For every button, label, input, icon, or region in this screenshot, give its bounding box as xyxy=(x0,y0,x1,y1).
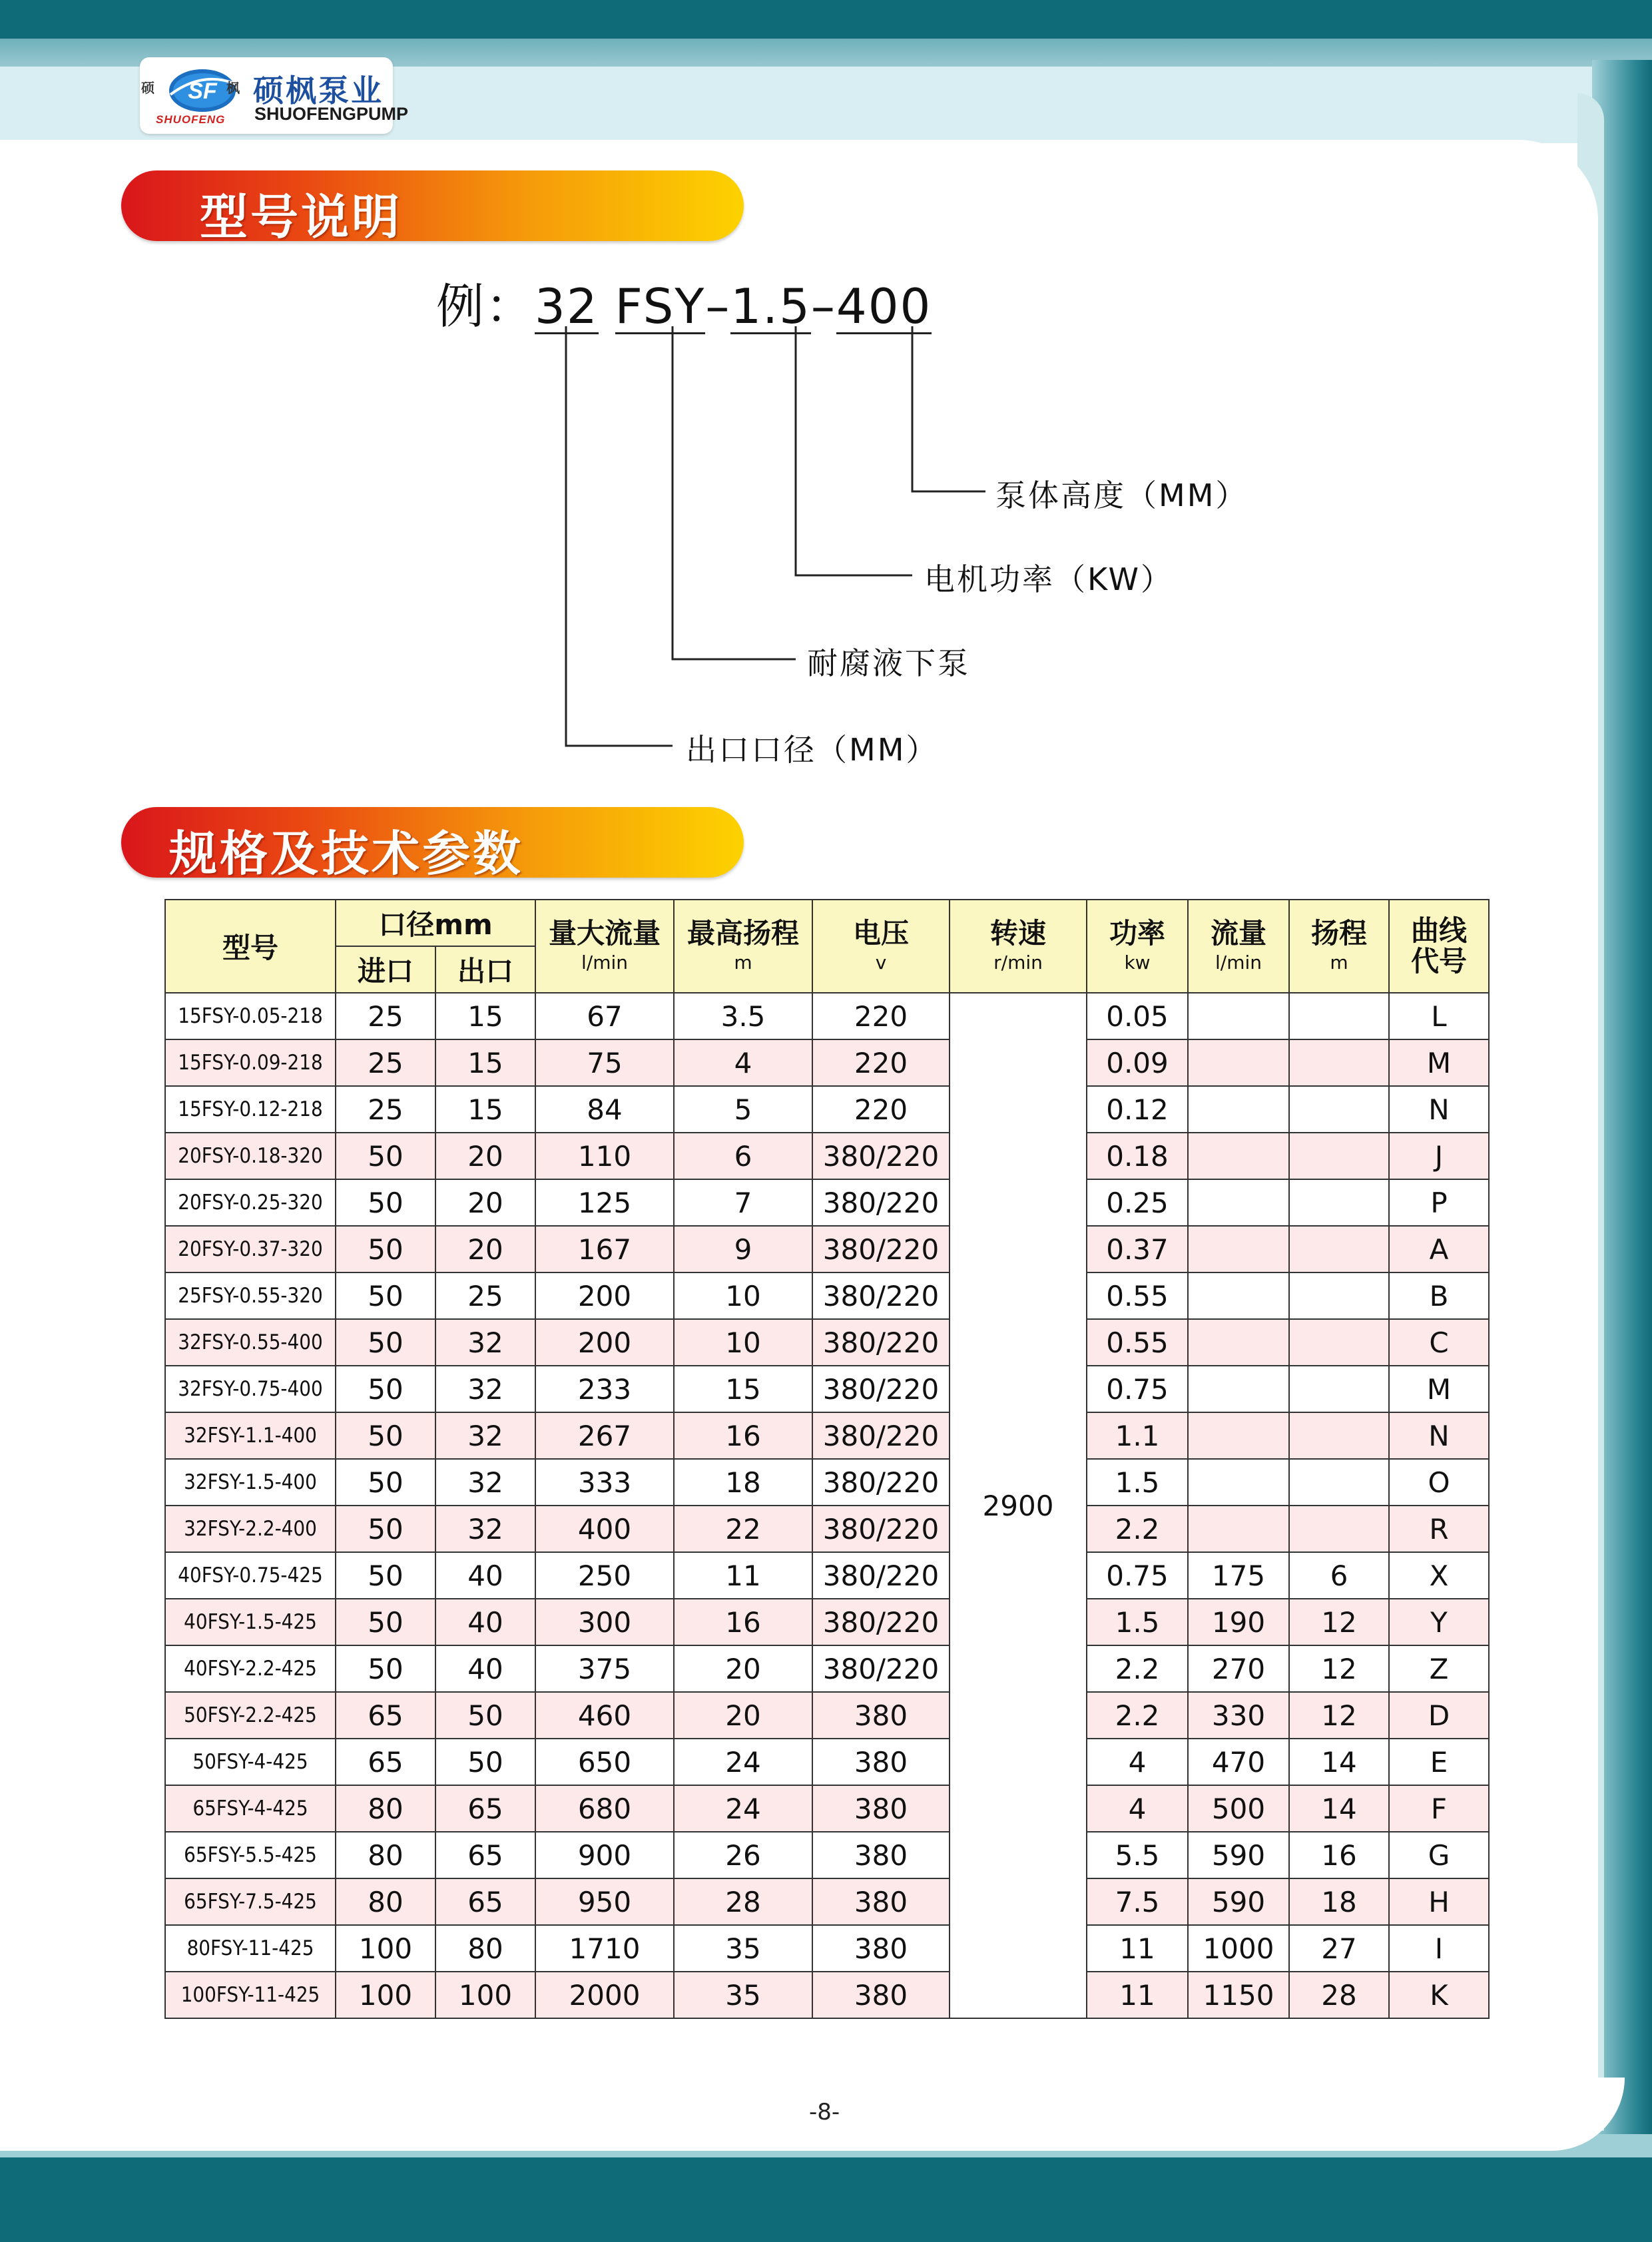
explain-power: 电机功率（KW） xyxy=(924,561,1174,597)
cell-max-head: 24 xyxy=(674,1785,812,1832)
cell-voltage: 380/220 xyxy=(812,1366,950,1412)
cell-inlet: 25 xyxy=(336,1039,435,1086)
cell-flow xyxy=(1188,1366,1289,1412)
example-part-power: 1.5 xyxy=(730,278,811,334)
cell-flow: 470 xyxy=(1188,1739,1289,1785)
table-row xyxy=(165,1366,1489,1412)
example-prefix: 例： xyxy=(436,278,535,334)
cell-flow xyxy=(1188,1226,1289,1272)
cell-max-head: 24 xyxy=(674,1739,812,1785)
cell-head xyxy=(1289,1272,1389,1319)
logo-side-char-right: 枫 xyxy=(226,80,240,96)
cell-flow: 270 xyxy=(1188,1645,1289,1692)
cell-voltage: 380 xyxy=(812,1692,950,1739)
cell-head xyxy=(1289,1506,1389,1552)
header-caliber: 口径mm xyxy=(336,900,535,946)
cell-power: 1.1 xyxy=(1087,1412,1188,1459)
cell-model: 65FSY-7.5-425 xyxy=(165,1878,336,1925)
cell-speed: 2900 xyxy=(950,993,1087,2018)
cell-max-flow: 167 xyxy=(535,1226,674,1272)
cell-max-flow: 300 xyxy=(535,1599,674,1645)
cell-curve: H xyxy=(1389,1878,1489,1925)
cell-power: 11 xyxy=(1087,1972,1188,2018)
cell-voltage: 380/220 xyxy=(812,1552,950,1599)
cell-inlet: 50 xyxy=(336,1366,435,1412)
table-row xyxy=(165,1925,1489,1972)
cell-voltage: 220 xyxy=(812,1039,950,1086)
cell-inlet: 80 xyxy=(336,1878,435,1925)
cell-max-flow: 200 xyxy=(535,1319,674,1366)
cell-max-flow: 460 xyxy=(535,1692,674,1739)
cell-power: 0.55 xyxy=(1087,1272,1188,1319)
header-label: 流量 xyxy=(1210,917,1266,950)
cell-head: 12 xyxy=(1289,1692,1389,1739)
cell-model: 20FSY-0.18-320 xyxy=(165,1133,336,1179)
cell-curve: G xyxy=(1389,1832,1489,1878)
cell-inlet: 50 xyxy=(336,1552,435,1599)
cell-power: 11 xyxy=(1087,1925,1188,1972)
header-speed xyxy=(950,900,1087,993)
cell-max-head: 6 xyxy=(674,1133,812,1179)
cell-curve: E xyxy=(1389,1739,1489,1785)
header-label: 最高扬程 xyxy=(687,917,799,950)
cell-outlet: 32 xyxy=(435,1319,535,1366)
cell-flow xyxy=(1188,1319,1289,1366)
cell-inlet: 65 xyxy=(336,1739,435,1785)
cell-inlet: 50 xyxy=(336,1226,435,1272)
cell-max-head: 35 xyxy=(674,1972,812,2018)
cell-max-head: 3.5 xyxy=(674,993,812,1039)
cell-voltage: 220 xyxy=(812,1086,950,1133)
cell-head xyxy=(1289,1459,1389,1506)
cell-max-flow: 75 xyxy=(535,1039,674,1086)
leader-height xyxy=(912,326,985,491)
cell-max-head: 15 xyxy=(674,1366,812,1412)
cell-inlet: 50 xyxy=(336,1506,435,1552)
cell-flow: 590 xyxy=(1188,1832,1289,1878)
cell-max-head: 4 xyxy=(674,1039,812,1086)
cell-model: 32FSY-1.5-400 xyxy=(165,1459,336,1506)
table-row xyxy=(165,1226,1489,1272)
cell-inlet: 50 xyxy=(336,1133,435,1179)
cell-curve: N xyxy=(1389,1086,1489,1133)
explain-outlet: 出口口径（MM） xyxy=(686,732,939,768)
table-row xyxy=(165,1972,1489,2018)
cell-model: 50FSY-2.2-425 xyxy=(165,1692,336,1739)
cell-power: 0.09 xyxy=(1087,1039,1188,1086)
cell-max-head: 35 xyxy=(674,1925,812,1972)
cell-flow: 330 xyxy=(1188,1692,1289,1739)
cell-head: 16 xyxy=(1289,1832,1389,1878)
example-part-outlet: 32 xyxy=(535,278,599,334)
cell-head: 18 xyxy=(1289,1878,1389,1925)
table-row xyxy=(165,1412,1489,1459)
cell-max-head: 16 xyxy=(674,1412,812,1459)
cell-inlet: 50 xyxy=(336,1179,435,1226)
cell-model: 15FSY-0.12-218 xyxy=(165,1086,336,1133)
cell-flow xyxy=(1188,1039,1289,1086)
cell-curve: Y xyxy=(1389,1599,1489,1645)
header-power xyxy=(1087,900,1188,993)
example-part-type: FSY xyxy=(615,278,706,334)
cell-power: 4 xyxy=(1087,1739,1188,1785)
cell-max-head: 26 xyxy=(674,1832,812,1878)
cell-head xyxy=(1289,1412,1389,1459)
table-row xyxy=(165,1832,1489,1878)
cell-outlet: 40 xyxy=(435,1599,535,1645)
cell-inlet: 25 xyxy=(336,993,435,1039)
emblem-text: SF xyxy=(188,79,217,104)
cell-max-head: 18 xyxy=(674,1459,812,1506)
cell-max-head: 7 xyxy=(674,1179,812,1226)
cell-inlet: 100 xyxy=(336,1925,435,1972)
cell-flow xyxy=(1188,1086,1289,1133)
cell-flow xyxy=(1188,993,1289,1039)
cell-curve: K xyxy=(1389,1972,1489,2018)
cell-head: 12 xyxy=(1289,1645,1389,1692)
header-unit: kw xyxy=(1124,952,1151,974)
cell-curve: O xyxy=(1389,1459,1489,1506)
cell-voltage: 380/220 xyxy=(812,1319,950,1366)
table-row xyxy=(165,1272,1489,1319)
leader-power xyxy=(796,326,912,575)
cell-outlet: 20 xyxy=(435,1133,535,1179)
header-label: 量大流量 xyxy=(548,917,661,950)
cell-curve: X xyxy=(1389,1552,1489,1599)
header-curve: 曲线代号 xyxy=(1389,900,1489,993)
cell-power: 2.2 xyxy=(1087,1506,1188,1552)
cell-model: 15FSY-0.09-218 xyxy=(165,1039,336,1086)
cell-voltage: 380 xyxy=(812,1972,950,2018)
cell-outlet: 20 xyxy=(435,1226,535,1272)
cell-head: 6 xyxy=(1289,1552,1389,1599)
header-head xyxy=(1289,900,1389,993)
cell-outlet: 100 xyxy=(435,1972,535,2018)
bottom-band xyxy=(0,2157,1652,2242)
cell-voltage: 380 xyxy=(812,1832,950,1878)
cell-curve: M xyxy=(1389,1366,1489,1412)
cell-flow: 1150 xyxy=(1188,1972,1289,2018)
cell-outlet: 25 xyxy=(435,1272,535,1319)
cell-inlet: 80 xyxy=(336,1785,435,1832)
cell-max-flow: 233 xyxy=(535,1366,674,1412)
cell-voltage: 380/220 xyxy=(812,1412,950,1459)
cell-max-head: 10 xyxy=(674,1272,812,1319)
cell-model: 32FSY-0.55-400 xyxy=(165,1319,336,1366)
brand-name-cn: 硕枫泵业 xyxy=(253,73,384,109)
header-unit: l/min xyxy=(581,952,628,974)
cell-max-flow: 84 xyxy=(535,1086,674,1133)
table-row xyxy=(165,993,1489,1039)
header-unit: l/min xyxy=(1215,952,1262,974)
cell-outlet: 50 xyxy=(435,1692,535,1739)
cell-inlet: 50 xyxy=(336,1272,435,1319)
cell-power: 0.75 xyxy=(1087,1552,1188,1599)
cell-inlet: 50 xyxy=(336,1412,435,1459)
header-label: 功率 xyxy=(1109,917,1165,950)
cell-inlet: 65 xyxy=(336,1692,435,1739)
cell-power: 2.2 xyxy=(1087,1692,1188,1739)
cell-flow xyxy=(1188,1506,1289,1552)
cell-voltage: 380/220 xyxy=(812,1506,950,1552)
header-outlet: 出口 xyxy=(435,946,535,993)
cell-head xyxy=(1289,1319,1389,1366)
cell-power: 2.2 xyxy=(1087,1645,1188,1692)
cell-power: 4 xyxy=(1087,1785,1188,1832)
cell-max-flow: 375 xyxy=(535,1645,674,1692)
cell-curve: R xyxy=(1389,1506,1489,1552)
cell-flow: 190 xyxy=(1188,1599,1289,1645)
logo-emblem-caption: SHUOFENG xyxy=(156,113,226,126)
section-header-specifications xyxy=(121,807,744,882)
cell-model: 40FSY-0.75-425 xyxy=(165,1552,336,1599)
cell-outlet: 80 xyxy=(435,1925,535,1972)
cell-voltage: 380/220 xyxy=(812,1272,950,1319)
cell-outlet: 65 xyxy=(435,1878,535,1925)
cell-inlet: 25 xyxy=(336,1086,435,1133)
cell-head xyxy=(1289,1366,1389,1412)
cell-inlet: 80 xyxy=(336,1832,435,1878)
cell-voltage: 380/220 xyxy=(812,1133,950,1179)
table-row xyxy=(165,1086,1489,1133)
cell-power: 0.25 xyxy=(1087,1179,1188,1226)
cell-power: 0.18 xyxy=(1087,1133,1188,1179)
cell-flow: 175 xyxy=(1188,1552,1289,1599)
cell-outlet: 32 xyxy=(435,1459,535,1506)
table-row xyxy=(165,1179,1489,1226)
table-row xyxy=(165,1133,1489,1179)
cell-voltage: 380 xyxy=(812,1878,950,1925)
table-row xyxy=(165,1552,1489,1599)
cell-max-flow: 125 xyxy=(535,1179,674,1226)
cell-flow: 1000 xyxy=(1188,1925,1289,1972)
cell-flow xyxy=(1188,1412,1289,1459)
cell-max-head: 28 xyxy=(674,1878,812,1925)
cell-voltage: 380/220 xyxy=(812,1459,950,1506)
cell-head xyxy=(1289,1086,1389,1133)
cell-max-flow: 250 xyxy=(535,1552,674,1599)
cell-outlet: 15 xyxy=(435,1086,535,1133)
cell-flow xyxy=(1188,1272,1289,1319)
cell-voltage: 380/220 xyxy=(812,1599,950,1645)
table-row xyxy=(165,1506,1489,1552)
cell-inlet: 50 xyxy=(336,1645,435,1692)
logo-side-char-left: 硕 xyxy=(141,80,154,96)
cell-voltage: 380 xyxy=(812,1739,950,1785)
cell-voltage: 380 xyxy=(812,1925,950,1972)
cell-model: 100FSY-11-425 xyxy=(165,1972,336,2018)
cell-power: 0.37 xyxy=(1087,1226,1188,1272)
cell-head: 12 xyxy=(1289,1599,1389,1645)
cell-power: 0.75 xyxy=(1087,1366,1188,1412)
cell-flow: 500 xyxy=(1188,1785,1289,1832)
cell-curve: I xyxy=(1389,1925,1489,1972)
header-label: 电压 xyxy=(852,917,909,950)
cell-head xyxy=(1289,1179,1389,1226)
cell-power: 0.05 xyxy=(1087,993,1188,1039)
cell-curve: N xyxy=(1389,1412,1489,1459)
cell-curve: P xyxy=(1389,1179,1489,1226)
table-row xyxy=(165,1599,1489,1645)
header-max-flow xyxy=(535,900,674,993)
cell-voltage: 220 xyxy=(812,993,950,1039)
cell-max-flow: 2000 xyxy=(535,1972,674,2018)
cell-curve: A xyxy=(1389,1226,1489,1272)
cell-max-flow: 333 xyxy=(535,1459,674,1506)
leader-type xyxy=(673,326,796,659)
page-number: -8- xyxy=(809,2099,840,2125)
cell-curve: M xyxy=(1389,1039,1489,1086)
table-row xyxy=(165,1739,1489,1785)
example-separator: – xyxy=(810,278,836,334)
cell-outlet: 32 xyxy=(435,1366,535,1412)
table-row xyxy=(165,1878,1489,1925)
cell-inlet: 100 xyxy=(336,1972,435,2018)
cell-max-head: 5 xyxy=(674,1086,812,1133)
cell-head xyxy=(1289,1039,1389,1086)
header-max-head xyxy=(674,900,812,993)
cell-flow: 590 xyxy=(1188,1878,1289,1925)
brand-name-en: SHUOFENGPUMP xyxy=(254,104,409,124)
header-model: 型号 xyxy=(165,900,336,993)
cell-outlet: 40 xyxy=(435,1645,535,1692)
header-unit: r/min xyxy=(993,952,1043,974)
cell-max-flow: 267 xyxy=(535,1412,674,1459)
table-row xyxy=(165,1785,1489,1832)
cell-model: 25FSY-0.55-320 xyxy=(165,1272,336,1319)
table-row xyxy=(165,1039,1489,1086)
section-title: 规格及技术参数 xyxy=(169,826,524,882)
cell-model: 32FSY-1.1-400 xyxy=(165,1412,336,1459)
cell-head: 14 xyxy=(1289,1739,1389,1785)
cell-power: 0.12 xyxy=(1087,1086,1188,1133)
spec-table-body xyxy=(165,993,1489,2018)
cell-max-flow: 110 xyxy=(535,1133,674,1179)
cell-inlet: 50 xyxy=(336,1599,435,1645)
cell-max-head: 20 xyxy=(674,1692,812,1739)
cell-max-flow: 1710 xyxy=(535,1925,674,1972)
cell-outlet: 50 xyxy=(435,1739,535,1785)
header-inlet: 进口 xyxy=(336,946,435,993)
cell-head: 28 xyxy=(1289,1972,1389,2018)
cell-model: 32FSY-2.2-400 xyxy=(165,1506,336,1552)
cell-outlet: 32 xyxy=(435,1412,535,1459)
cell-max-head: 11 xyxy=(674,1552,812,1599)
cell-inlet: 50 xyxy=(336,1319,435,1366)
cell-curve: D xyxy=(1389,1692,1489,1739)
cell-outlet: 32 xyxy=(435,1506,535,1552)
cell-model: 40FSY-2.2-425 xyxy=(165,1645,336,1692)
explain-type: 耐腐液下泵 xyxy=(807,645,970,681)
header-unit: v xyxy=(875,952,887,974)
cell-flow xyxy=(1188,1459,1289,1506)
table-row xyxy=(165,1319,1489,1366)
cell-max-flow: 650 xyxy=(535,1739,674,1785)
cell-outlet: 15 xyxy=(435,1039,535,1086)
header-unit: m xyxy=(734,952,752,974)
cell-power: 7.5 xyxy=(1087,1878,1188,1925)
cell-model: 32FSY-0.75-400 xyxy=(165,1366,336,1412)
cell-model: 80FSY-11-425 xyxy=(165,1925,336,1972)
cell-curve: Z xyxy=(1389,1645,1489,1692)
cell-max-flow: 950 xyxy=(535,1878,674,1925)
cell-model: 50FSY-4-425 xyxy=(165,1739,336,1785)
cell-max-flow: 67 xyxy=(535,993,674,1039)
cell-max-head: 9 xyxy=(674,1226,812,1272)
cell-voltage: 380 xyxy=(812,1785,950,1832)
table-row xyxy=(165,1645,1489,1692)
example-part-height: 400 xyxy=(836,278,932,334)
table-row xyxy=(165,1459,1489,1506)
cell-max-flow: 900 xyxy=(535,1832,674,1878)
cell-max-flow: 400 xyxy=(535,1506,674,1552)
table-row xyxy=(165,1692,1489,1739)
cell-power: 1.5 xyxy=(1087,1599,1188,1645)
spec-table xyxy=(164,899,1490,2019)
cell-head xyxy=(1289,993,1389,1039)
cell-curve: B xyxy=(1389,1272,1489,1319)
cell-power: 5.5 xyxy=(1087,1832,1188,1878)
cell-outlet: 20 xyxy=(435,1179,535,1226)
cell-head xyxy=(1289,1226,1389,1272)
cell-model: 20FSY-0.37-320 xyxy=(165,1226,336,1272)
cell-head xyxy=(1289,1133,1389,1179)
cell-model: 15FSY-0.05-218 xyxy=(165,993,336,1039)
cell-model: 40FSY-1.5-425 xyxy=(165,1599,336,1645)
cell-flow xyxy=(1188,1179,1289,1226)
cell-curve: F xyxy=(1389,1785,1489,1832)
cell-power: 0.55 xyxy=(1087,1319,1188,1366)
cell-curve: L xyxy=(1389,993,1489,1039)
cell-voltage: 380/220 xyxy=(812,1179,950,1226)
cell-flow xyxy=(1188,1133,1289,1179)
cell-outlet: 65 xyxy=(435,1785,535,1832)
cell-outlet: 15 xyxy=(435,993,535,1039)
header-voltage xyxy=(812,900,950,993)
cell-power: 1.5 xyxy=(1087,1459,1188,1506)
cell-outlet: 40 xyxy=(435,1552,535,1599)
cell-voltage: 380/220 xyxy=(812,1226,950,1272)
cell-max-flow: 200 xyxy=(535,1272,674,1319)
header-label: 转速 xyxy=(989,917,1046,950)
explain-height: 泵体高度（MM） xyxy=(995,477,1248,513)
cell-curve: J xyxy=(1389,1133,1489,1179)
cell-head: 14 xyxy=(1289,1785,1389,1832)
cell-head: 27 xyxy=(1289,1925,1389,1972)
header-label: 扬程 xyxy=(1310,917,1367,950)
leader-outlet xyxy=(566,326,673,746)
cell-max-head: 10 xyxy=(674,1319,812,1366)
cell-outlet: 65 xyxy=(435,1832,535,1878)
header-flow xyxy=(1188,900,1289,993)
cell-voltage: 380/220 xyxy=(812,1645,950,1692)
header-unit: m xyxy=(1330,952,1348,974)
example-separator: – xyxy=(705,278,731,334)
cell-max-head: 22 xyxy=(674,1506,812,1552)
cell-model: 65FSY-4-425 xyxy=(165,1785,336,1832)
cell-max-head: 20 xyxy=(674,1645,812,1692)
cell-curve: C xyxy=(1389,1319,1489,1366)
cell-max-flow: 680 xyxy=(535,1785,674,1832)
cell-inlet: 50 xyxy=(336,1459,435,1506)
section-title: 型号说明 xyxy=(200,189,403,245)
cell-model: 20FSY-0.25-320 xyxy=(165,1179,336,1226)
cell-max-head: 16 xyxy=(674,1599,812,1645)
cell-model: 65FSY-5.5-425 xyxy=(165,1832,336,1878)
